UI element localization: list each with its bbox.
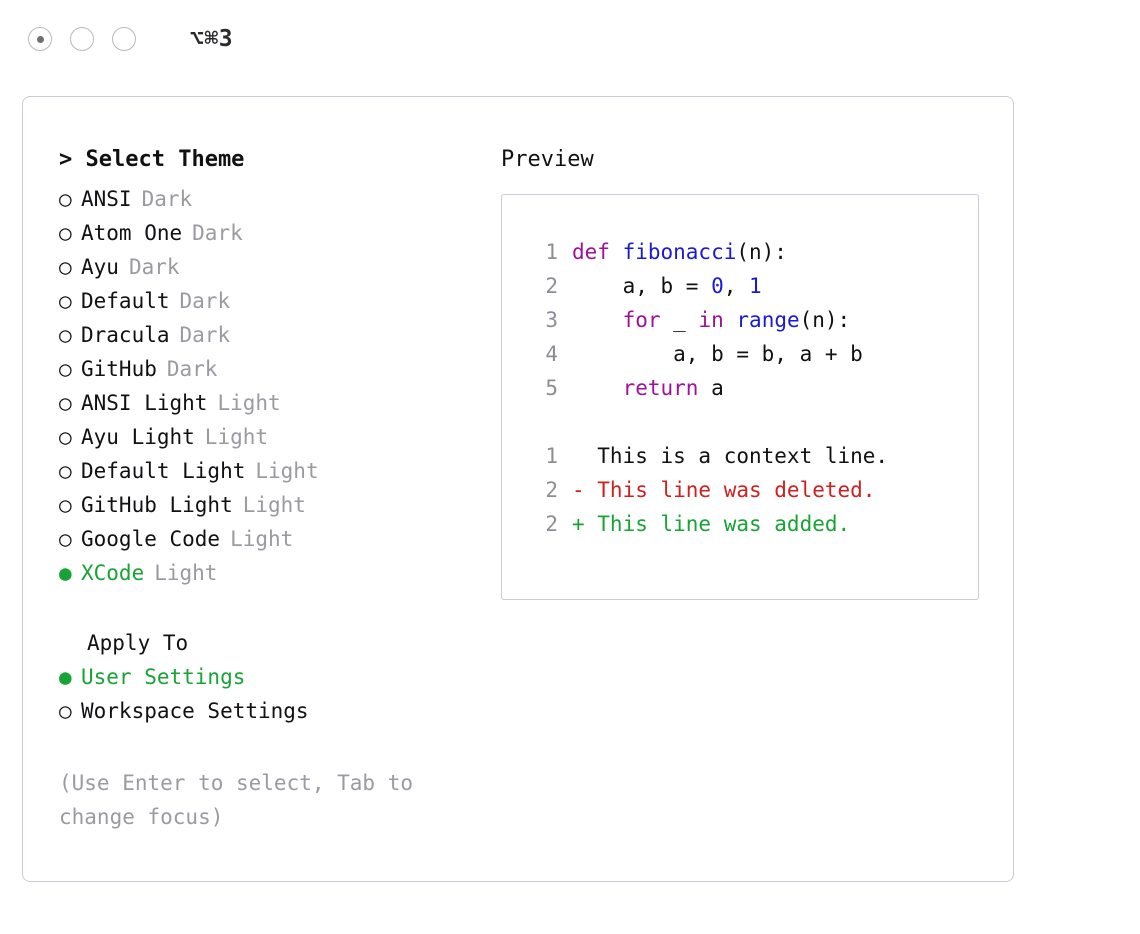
theme-variant-badge: Light bbox=[242, 493, 306, 517]
code-token: 1 bbox=[749, 274, 762, 298]
apply-to-title: Apply To bbox=[87, 631, 189, 655]
theme-option-label: Google Code bbox=[81, 527, 221, 551]
line-number: 5 bbox=[545, 376, 558, 400]
diff-line bbox=[524, 507, 978, 541]
code-line bbox=[524, 269, 978, 303]
theme-variant-badge: Dark bbox=[179, 289, 231, 313]
radio-unselected-icon: ○ bbox=[59, 425, 72, 449]
code-line bbox=[524, 371, 978, 405]
theme-variant-badge: Dark bbox=[166, 357, 218, 381]
theme-option-dracula[interactable] bbox=[59, 318, 479, 352]
theme-option-ansi-light[interactable] bbox=[59, 386, 479, 420]
theme-option-label: Ayu Light bbox=[81, 425, 195, 449]
code-line bbox=[524, 337, 978, 371]
line-number: 1 bbox=[545, 240, 558, 264]
apply-to-option-label: Workspace Settings bbox=[81, 699, 309, 723]
theme-list-column bbox=[59, 147, 479, 834]
window-close-dot[interactable] bbox=[28, 27, 52, 51]
diff-line bbox=[524, 473, 978, 507]
theme-option-label: ANSI bbox=[81, 187, 132, 211]
preview-column bbox=[501, 147, 987, 600]
radio-unselected-icon: ○ bbox=[59, 459, 72, 483]
theme-variant-badge: Light bbox=[204, 425, 269, 449]
window-maximize-dot[interactable] bbox=[112, 27, 136, 51]
radio-unselected-icon: ○ bbox=[59, 187, 72, 211]
code-token: return bbox=[622, 376, 699, 400]
radio-unselected-icon: ○ bbox=[59, 289, 72, 313]
code-token: (n): bbox=[799, 308, 851, 332]
line-number: 2 bbox=[545, 274, 558, 298]
code-token: _ bbox=[660, 308, 699, 332]
diff-line bbox=[524, 439, 978, 473]
radio-unselected-icon: ○ bbox=[59, 527, 72, 551]
theme-option-label: GitHub Light bbox=[81, 493, 233, 517]
code-token: range bbox=[736, 308, 800, 332]
preview-spacer bbox=[524, 405, 978, 439]
theme-option-label: Atom One bbox=[81, 221, 183, 245]
code-line-content bbox=[572, 303, 850, 337]
radio-unselected-icon: ○ bbox=[59, 699, 72, 723]
theme-variant-badge: Light bbox=[217, 391, 281, 415]
theme-option-xcode[interactable] bbox=[59, 556, 479, 590]
theme-picker-panel bbox=[22, 96, 1014, 882]
code-token: (n): bbox=[736, 240, 787, 264]
line-number: 1 bbox=[545, 444, 558, 468]
code-token: , bbox=[723, 274, 750, 298]
theme-option-ansi[interactable] bbox=[59, 182, 479, 216]
theme-option-github[interactable] bbox=[59, 352, 479, 386]
code-token: a bbox=[698, 376, 724, 400]
radio-unselected-icon: ○ bbox=[59, 221, 72, 245]
code-line bbox=[524, 235, 978, 269]
theme-option-label: Dracula bbox=[81, 323, 170, 347]
code-token: for bbox=[622, 308, 661, 332]
code-token bbox=[572, 308, 623, 332]
code-line-content bbox=[572, 337, 863, 371]
apply-to-option-label: User Settings bbox=[81, 665, 246, 689]
theme-variant-badge: Dark bbox=[141, 187, 193, 211]
diff-line-content: + This line was added. bbox=[572, 512, 851, 536]
radio-selected-icon: ● bbox=[59, 561, 72, 585]
theme-option-label: Default bbox=[81, 289, 170, 313]
theme-option-ayu[interactable] bbox=[59, 250, 479, 284]
code-line-content bbox=[572, 235, 787, 269]
theme-option-github-light[interactable] bbox=[59, 488, 479, 522]
code-token: def bbox=[572, 240, 623, 264]
theme-option-label: ANSI Light bbox=[81, 391, 208, 415]
theme-variant-badge: Dark bbox=[192, 221, 243, 245]
theme-list bbox=[59, 182, 479, 590]
theme-variant-badge: Dark bbox=[128, 255, 180, 279]
code-token bbox=[724, 308, 737, 332]
preview-header: Preview bbox=[501, 147, 594, 172]
radio-selected-icon: ● bbox=[59, 665, 72, 689]
code-token: 0 bbox=[711, 274, 724, 298]
radio-unselected-icon: ○ bbox=[59, 391, 72, 415]
keyboard-shortcut-label: ⌥⌘3 bbox=[190, 26, 234, 52]
theme-option-ayu-light[interactable] bbox=[59, 420, 479, 454]
theme-option-default-light[interactable] bbox=[59, 454, 479, 488]
diff-preview bbox=[524, 439, 978, 541]
apply-to-section bbox=[59, 626, 479, 728]
radio-unselected-icon: ○ bbox=[59, 255, 72, 279]
preview-box bbox=[501, 194, 979, 600]
code-token bbox=[572, 376, 623, 400]
code-token: a, b = bbox=[572, 274, 712, 298]
theme-option-atom-one[interactable] bbox=[59, 216, 479, 250]
theme-option-default[interactable] bbox=[59, 284, 479, 318]
diff-line-content: - This line was deleted. bbox=[572, 478, 876, 502]
code-token: a, b = b, a + b bbox=[572, 342, 863, 366]
radio-unselected-icon: ○ bbox=[59, 493, 72, 517]
code-token: in bbox=[698, 308, 724, 332]
radio-unselected-icon: ○ bbox=[59, 323, 72, 347]
line-number: 2 bbox=[545, 478, 558, 502]
theme-option-label: GitHub bbox=[81, 357, 157, 381]
theme-option-label: Default Light bbox=[81, 459, 246, 483]
theme-option-google-code[interactable] bbox=[59, 522, 479, 556]
keyboard-hint: (Use Enter to select, Tab to change focus) bbox=[59, 771, 426, 829]
diff-line-content: This is a context line. bbox=[572, 444, 889, 468]
radio-unselected-icon: ○ bbox=[59, 357, 72, 381]
theme-option-label: Ayu bbox=[81, 255, 119, 279]
code-line bbox=[524, 303, 978, 337]
line-number: 2 bbox=[545, 512, 558, 536]
code-token: fibonacci bbox=[622, 240, 737, 264]
line-number: 3 bbox=[545, 308, 558, 332]
window-minimize-dot[interactable] bbox=[70, 27, 94, 51]
apply-to-option-workspace-settings[interactable] bbox=[59, 694, 479, 728]
select-theme-header: > Select Theme bbox=[59, 147, 245, 172]
code-line-content bbox=[572, 269, 762, 303]
apply-to-option-user-settings[interactable] bbox=[59, 660, 479, 694]
theme-option-label: XCode bbox=[81, 561, 145, 585]
theme-variant-badge: Light bbox=[154, 561, 218, 585]
title-bar bbox=[0, 0, 1140, 78]
line-number: 4 bbox=[545, 342, 558, 366]
theme-variant-badge: Light bbox=[255, 459, 319, 483]
apply-to-options bbox=[59, 660, 479, 728]
code-preview bbox=[524, 235, 978, 405]
window-close-dot-inner bbox=[37, 36, 44, 43]
theme-variant-badge: Light bbox=[230, 527, 294, 551]
theme-variant-badge: Dark bbox=[179, 323, 231, 347]
code-line-content bbox=[572, 371, 724, 405]
